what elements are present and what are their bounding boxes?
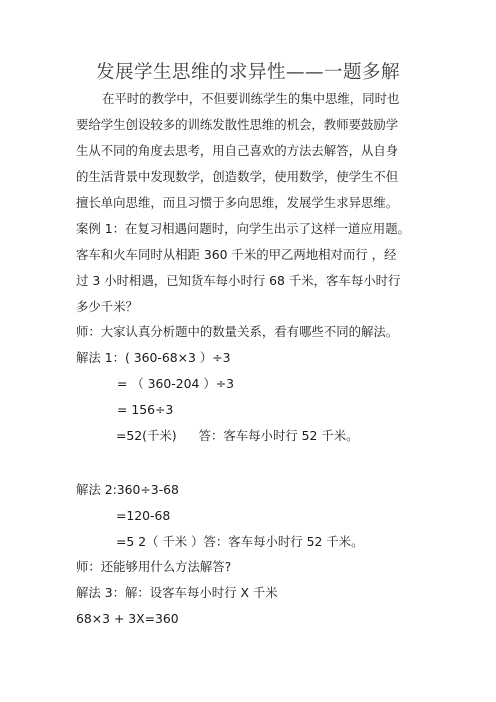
case-line: 多少千米？ bbox=[76, 299, 138, 314]
solution-3-line: 68×3 + 3X=360 bbox=[76, 611, 179, 626]
solution-2-line: 解法 2:360÷3-68 bbox=[76, 482, 179, 497]
paragraph-line: 在平时的教学中，不但要训练学生的集中思维，同时也 bbox=[102, 91, 400, 106]
solution-1-line: = 156÷3 bbox=[117, 402, 174, 417]
paragraph-line: 生从不同的角度去思考，用自己喜欢的方法去解答，从自身 bbox=[76, 143, 399, 158]
teacher-prompt: 师：大家认真分析题中的数量关系，看有哪些不同的解法。 bbox=[76, 324, 399, 339]
case-line: 客车和火车同时从相距 360 千米的甲乙两地相对而行 ，经 bbox=[76, 247, 397, 262]
solution-1-line: = （ 360-204 ）÷3 bbox=[117, 376, 235, 391]
solution-1-result bbox=[116, 428, 359, 444]
teacher-prompt: 师：还能够用什么方法解答? bbox=[76, 559, 232, 574]
solution-1-answer: 答：客车每小时行 52 千米。 bbox=[198, 428, 359, 443]
paragraph-line: 的生活背景中发现数学，创造数学，使用数学，使学生不但 bbox=[76, 169, 399, 184]
paragraph-line: 擅长单向思维，而且习惯于多向思维，发展学生求异思维。 bbox=[76, 195, 399, 210]
solution-1-line: 解法 1：( 360-68×3 ）÷3 bbox=[76, 350, 231, 365]
case-line: 过 3 小时相遇，已知货车每小时行 68 千米，客车每小时行 bbox=[76, 273, 401, 288]
paragraph-line: 要给学生创设较多的训练发散性思维的机会，教师要鼓励学 bbox=[76, 117, 399, 132]
document-title: 发展学生思维的求异性——一题多解 bbox=[95, 62, 400, 83]
solution-2-line: =5 2（ 千米 ）答：客车每小时行 52 千米。 bbox=[116, 534, 364, 549]
solution-3-line: 解法 3：解：设客车每小时行 X 千米 bbox=[76, 585, 278, 600]
case-line: 案例 1：在复习相遇问题时，向学生出示了这样一道应用题。 bbox=[76, 221, 410, 236]
solution-1-value: =52(千米) bbox=[116, 428, 177, 443]
solution-2-line: =120-68 bbox=[116, 508, 171, 523]
